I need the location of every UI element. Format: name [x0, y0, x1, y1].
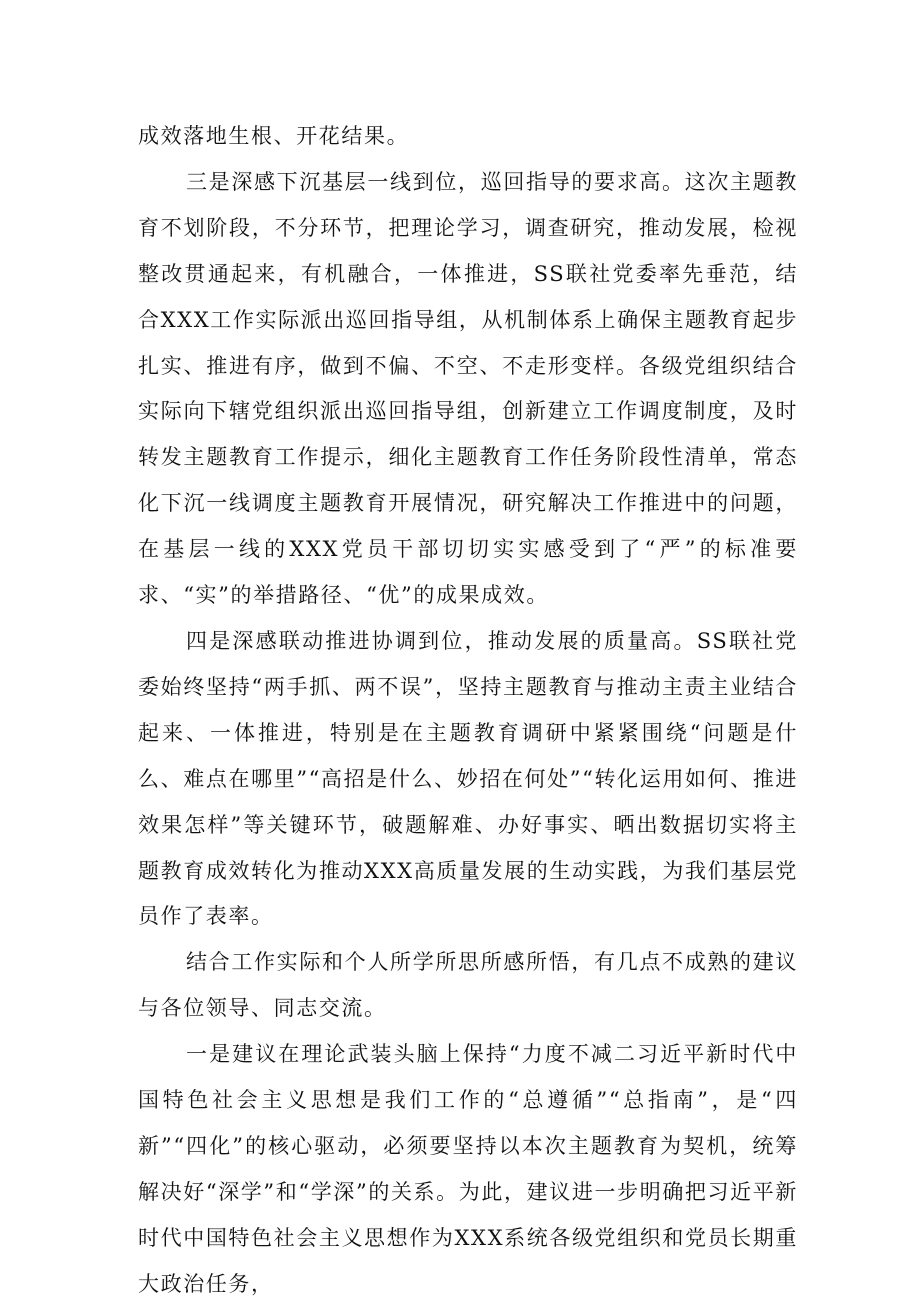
paragraph-suggestions-intro: 结合工作实际和个人所学所思所感所悟，有几点不成熟的建议与各位领导、同志交流。	[138, 950, 798, 1021]
paragraph-suggestion-one: 一是建议在理论武装头脑上保持“力度不减二习近平新时代中国特色社会主义思想是我们工作的“总遵循”“总指南”，是“四新”“四化”的核心驱动，必须要坚持以本次主题教育为契机，统筹解决好“深学”和“学深”的关系。为此，建议进一步明确把习近平新时代中国特色社会主义思想作为XXX系统各级党组织和党员长期重大政治任务，	[138, 1042, 798, 1296]
paragraph-point-three: 三是深感下沉基层一线到位，巡回指导的要求高。这次主题教育不划阶段，不分环节，把理论学习，调查研究，推动发展，检视整改贯通起来，有机融合，一体推进，SS联社党委率先垂范，结合XXX工作实际派出巡回指导组，从机制体系上确保主题教育起步扎实、推进有序，做到不偏、不空、不走形变样。各级党组织结合实际向下辖党组织派出巡回指导组，创新建立工作调度制度，及时转发主题教育工作提示，细化主题教育工作任务阶段性清单，常态化下沉一线调度主题教育开展情况，研究解决工作推进中的问题，在基层一线的XXX党员干部切切实实感受到了“严”的标准要求、“实”的举措路径、“优”的成果成效。	[138, 169, 798, 608]
paragraph-continuation: 成效落地生根、开花结果。	[138, 124, 410, 148]
document-body	[138, 114, 798, 1308]
paragraph-point-four: 四是深感联动推进协调到位，推动发展的质量高。SS联社党委始终坚持“两手抓、两不误”，坚持主题教育与推动主责主业结合起来、一体推进，特别是在主题教育调研中紧紧围绕“问题是什么、难点在哪里”“高招是什么、妙招在何处”“转化运用如何、推进效果怎样”等关键环节，破题解难、办好事实、晒出数据切实将主题教育成效转化为推动XXX高质量发展的生动实践，为我们基层党员作了表率。	[138, 628, 798, 929]
